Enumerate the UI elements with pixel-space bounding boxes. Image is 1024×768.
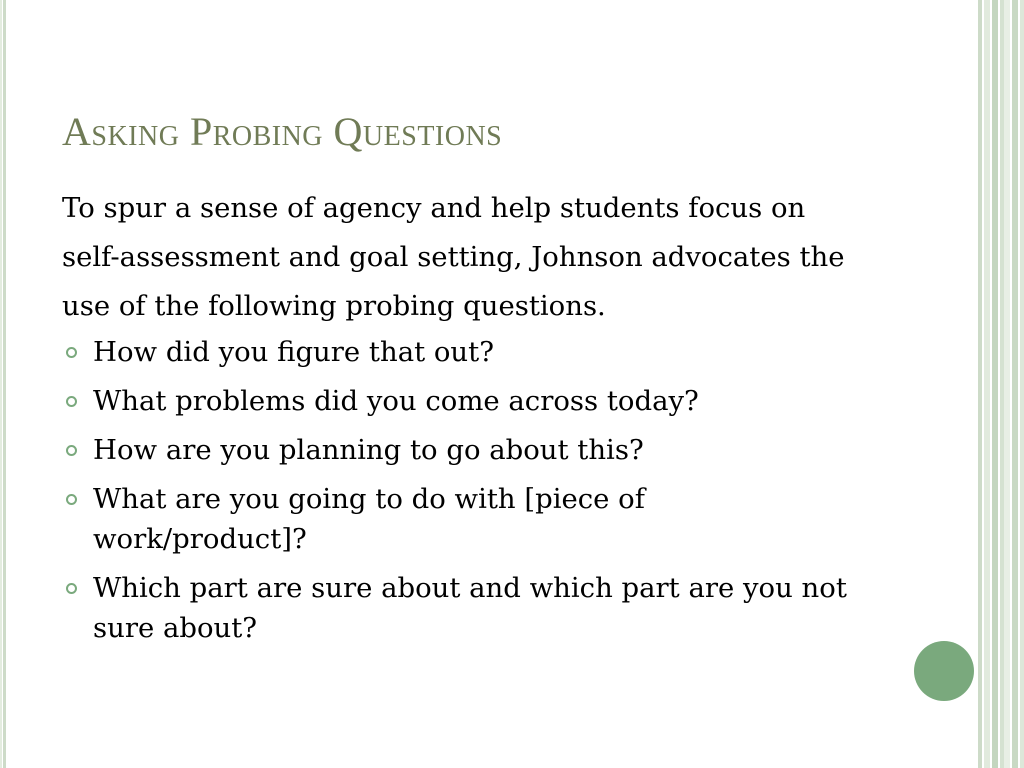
decorative-circle-icon [914,641,974,701]
list-item-text: Which part are sure about and which part are you not sure about? [93,572,847,644]
right-decorative-stripes-inner [1004,0,1024,768]
question-list [62,332,862,648]
bullet-icon [66,396,77,407]
bullet-icon [66,347,77,358]
list-item [62,430,862,470]
list-item-text: What problems did you come across today? [93,385,699,417]
intro-paragraph: To spur a sense of agency and help students focus on self-assessment and goal setting, Johnson advocates the use of the following probing questions. [62,192,845,322]
list-item [62,381,862,421]
slide-title: Asking Probing Questions [62,109,503,154]
list-item [62,568,862,648]
bullet-icon [66,583,77,594]
list-item-text: How are you planning to go about this? [93,434,644,466]
list-item-text: What are you going to do with [piece of work/product]? [93,483,645,555]
bullet-icon [66,494,77,505]
list-item [62,332,862,372]
slide-body [62,184,862,657]
right-decorative-stripes [976,0,1024,768]
list-item-text: How did you figure that out? [93,336,494,368]
list-item [62,479,862,559]
left-decorative-stripe [0,0,6,768]
bullet-icon [66,445,77,456]
